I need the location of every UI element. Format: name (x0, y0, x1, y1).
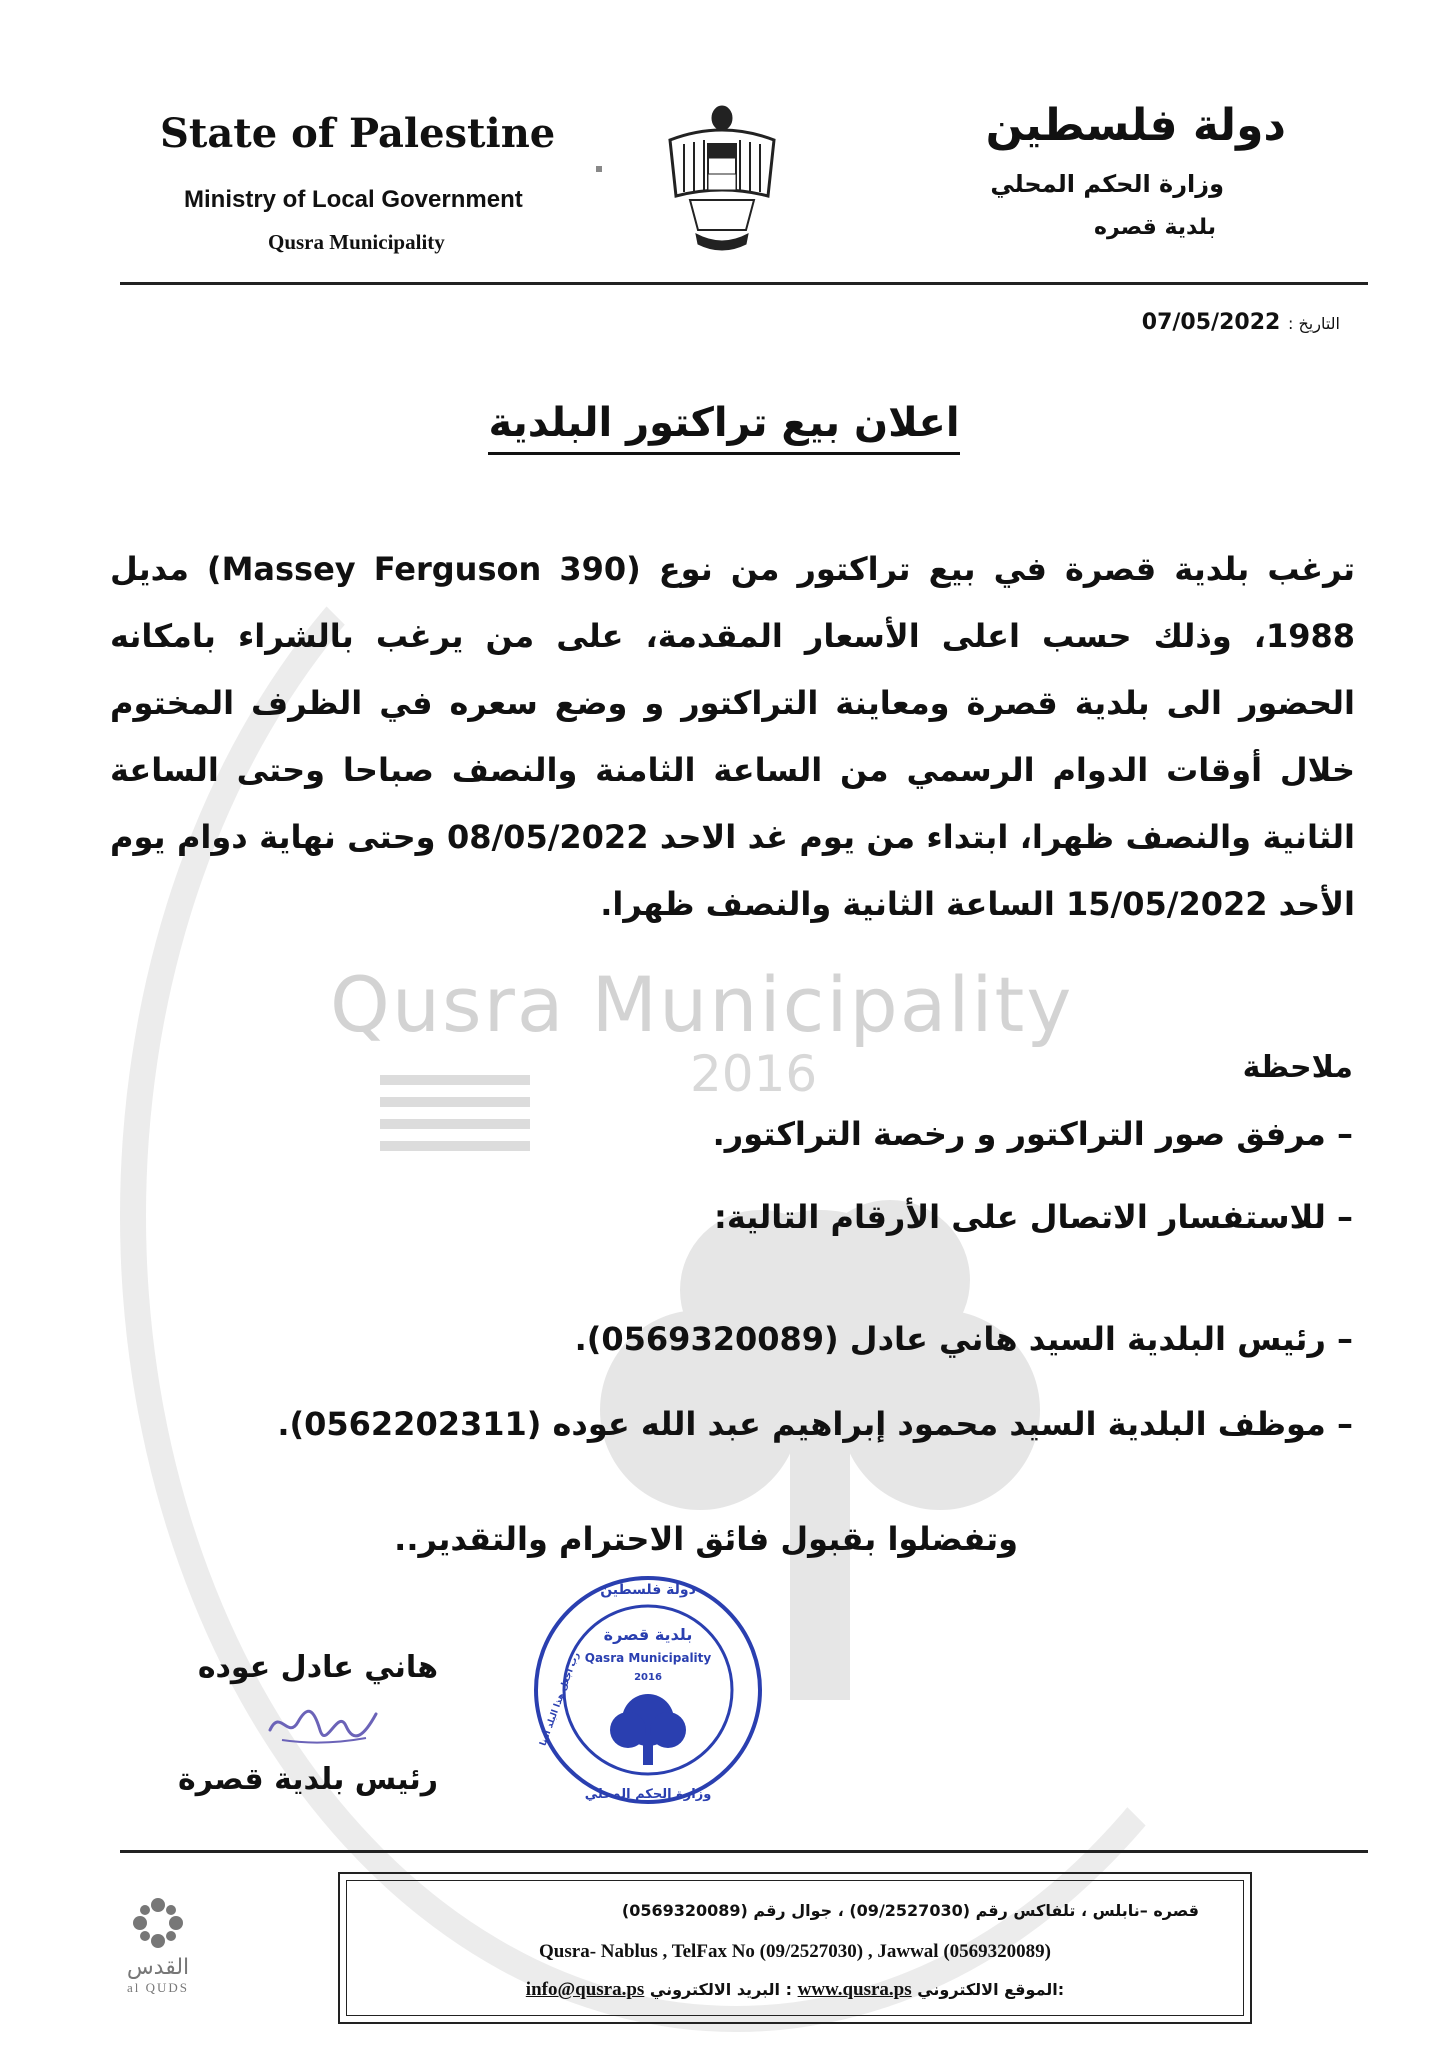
stamp-municipality-en: Qasra Municipality (584, 1651, 712, 1665)
signatory-name: هاني عادل عوده (197, 1650, 438, 1685)
stamp-ministry: وزارة الحكم المحلي (584, 1787, 712, 1802)
footer-line-ar: قصره –نابلس ، تلفاكس رقم (09/2527030) ، جوال رقم (0569320089) (621, 1901, 1199, 1920)
alquds-ar: القدس (126, 1955, 190, 1980)
watermark-bars (380, 1075, 530, 1163)
stamp-state: دولة فلسطين (600, 1582, 696, 1598)
announcement-body: ترغب بلدية قصرة في بيع تراكتور من نوع (Massey Ferguson 390) مديل 1988، وذلك حسب اعلى الأسعار المقدمة، على من يرغب بالشراء بامكانه الحضور الى بلدية قصرة ومعاينة التراكتور و وضع سعره في الظرف المختوم خلال أوقات الدوام الرسمي من الساعة الثامنة والنصف صباحا وحتى الساعة الثانية والنصف ظهرا، ابتداء من يوم غد الاحد 08/05/2022 وحتى نهاية دوام يوم الأحد 15/05/2022 الساعة الثانية والنصف ظهرا. (110, 550, 1356, 923)
header-municipality-ar: بلدية قصره (1094, 215, 1216, 240)
footer-line-en: Qusra- Nablus , TelFax No (09/2527030) , Jawwal (0569320089) (539, 1941, 1051, 1962)
announcement-title (0, 400, 1448, 455)
alquds-flower-icon (128, 1895, 188, 1951)
watermark-name: Qusra Municipality (330, 960, 1074, 1049)
municipality-stamp (528, 1570, 768, 1810)
stamp-year: 2016 (634, 1672, 662, 1683)
watermark-year: 2016 (690, 1045, 818, 1103)
footer-website-label: الموقع الالكتروني: (917, 1980, 1065, 1999)
signatory-title: رئيس بلدية قصرة (178, 1762, 438, 1797)
alquds-logo (98, 1895, 218, 1996)
date-value: 07/05/2022 (1141, 310, 1281, 335)
palestine-eagle-emblem-icon (660, 100, 784, 260)
footer-web-email (347, 1979, 1243, 2001)
handwritten-signature (262, 1700, 382, 1750)
note-item: – موظف البلدية السيد محمود إبراهيم عبد الله عوده (0562202311). (277, 1405, 1353, 1443)
date-line (1142, 310, 1340, 335)
footer-contact-box (338, 1872, 1252, 2024)
header-state-en: State of Palestine (160, 110, 556, 157)
footer-email-label: البريد الالكتروني : (649, 1980, 793, 1999)
note-item: – رئيس البلدية السيد هاني عادل (0569320089). (574, 1320, 1353, 1358)
header-ministry-en: Ministry of Local Government (184, 186, 523, 213)
footer-website[interactable]: www.qusra.ps (797, 1979, 912, 2000)
header-state-ar: دولة فلسطين (985, 100, 1286, 151)
footer-email[interactable]: info@qusra.ps (525, 1979, 645, 2000)
date-label: التاريخ : (1287, 314, 1340, 333)
header-municipality-en: Qusra Municipality (268, 230, 445, 254)
header-ministry-ar: وزارة الحكم المحلي (990, 170, 1224, 198)
note-item: – للاستفسار الاتصال على الأرقام التالية: (714, 1198, 1353, 1236)
note-item: – مرفق صور التراكتور و رخصة التراكتور. (712, 1115, 1353, 1153)
stamp-slogan: رب اجعل هذا البلد آمنا (538, 1651, 582, 1748)
scan-mark (596, 166, 602, 172)
footer-divider (120, 1850, 1368, 1853)
notes-heading: ملاحظة (1242, 1050, 1353, 1085)
alquds-en: al QUDS (126, 1980, 190, 1995)
stamp-municipality-ar: بلدية قصرة (603, 1625, 693, 1644)
header-divider (120, 282, 1368, 285)
announcement-title-text: اعلان بيع تراكتور البلدية (488, 400, 959, 455)
closing-line: وتفضلوا بقبول فائق الاحترام والتقدير.. (394, 1520, 1018, 1558)
